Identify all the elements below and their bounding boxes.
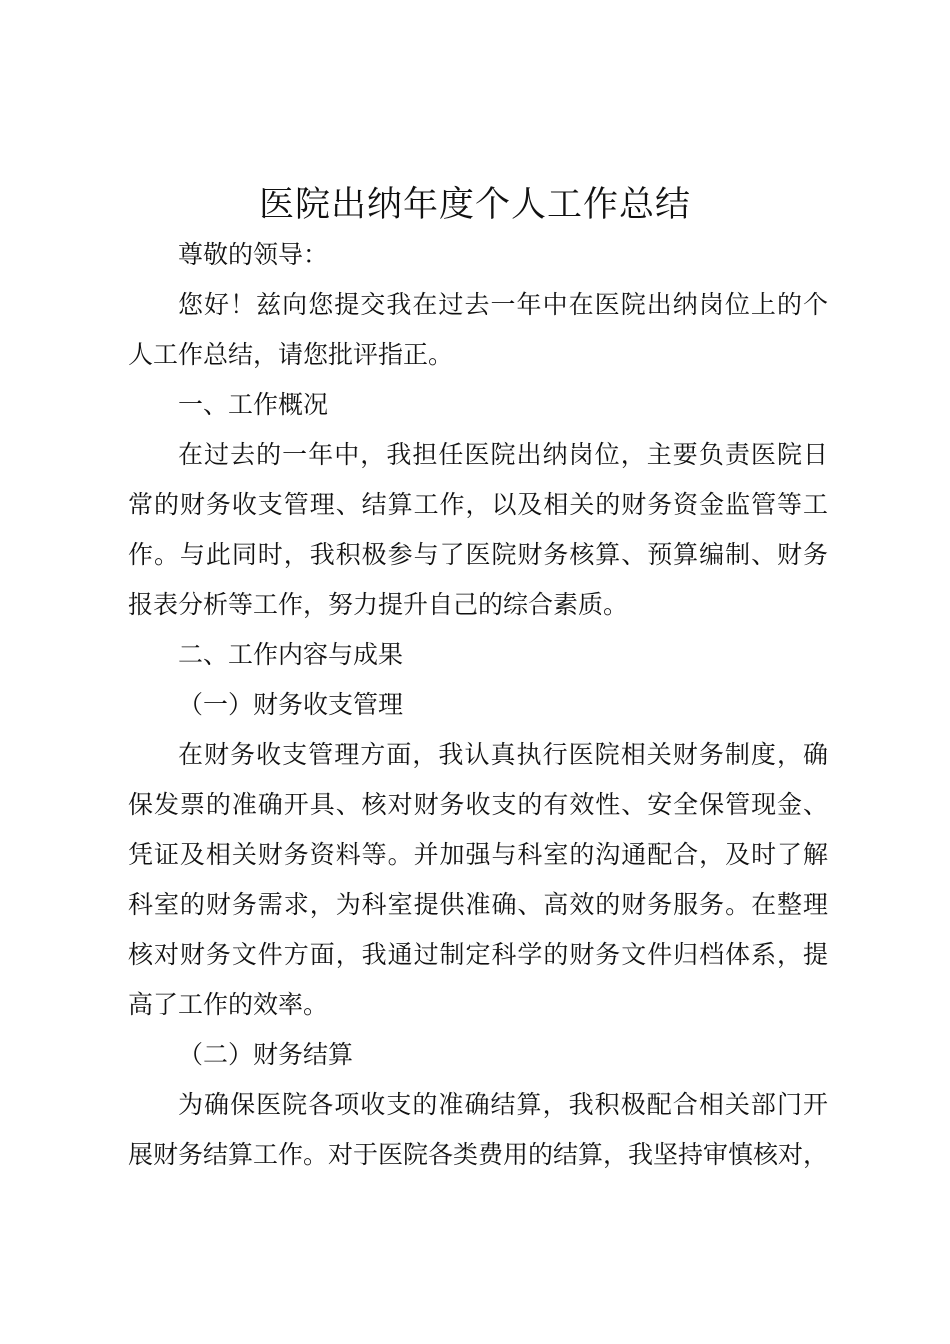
section1-line-1: 在过去的一年中，我担任医院出纳岗位，主要负责医院日 [178, 440, 828, 469]
sub1-line-2: 保发票的准确开具、核对财务收支的有效性、安全保管现金、 [128, 790, 828, 819]
sub2-line-2: 展财务结算工作。对于医院各类费用的结算，我坚持审慎核对， [128, 1140, 829, 1169]
sub2-heading: （二）财务结算 [178, 1040, 354, 1069]
section2-heading: 二、工作内容与成果 [178, 640, 404, 669]
document-title: 医院出纳年度个人工作总结 [258, 185, 691, 225]
sub1-heading: （一）财务收支管理 [178, 690, 404, 719]
section1-line-4: 报表分析等工作，努力提升自己的综合素质。 [128, 590, 629, 619]
sub1-line-4: 科室的财务需求，为科室提供准确、高效的财务服务。在整理 [128, 890, 828, 919]
sub2-line-1: 为确保医院各项收支的准确结算，我积极配合相关部门开 [178, 1090, 828, 1119]
intro-line-1: 您好！兹向您提交我在过去一年中在医院出纳岗位上的个 [178, 290, 828, 319]
intro-line-2: 人工作总结，请您批评指正。 [128, 340, 454, 369]
salutation: 尊敬的领导： [178, 240, 329, 269]
section1-line-2: 常的财务收支管理、结算工作，以及相关的财务资金监管等工 [128, 490, 828, 519]
section1-line-3: 作。与此同时，我积极参与了医院财务核算、预算编制、财务 [128, 540, 828, 569]
sub1-line-5: 核对财务文件方面，我通过制定科学的财务文件归档体系，提 [128, 940, 828, 969]
sub1-line-3: 凭证及相关财务资料等。并加强与科室的沟通配合，及时了解 [128, 840, 828, 869]
section1-heading: 一、工作概况 [178, 390, 329, 419]
sub1-line-1: 在财务收支管理方面，我认真执行医院相关财务制度，确 [178, 740, 828, 769]
sub1-line-6: 高了工作的效率。 [128, 990, 329, 1019]
